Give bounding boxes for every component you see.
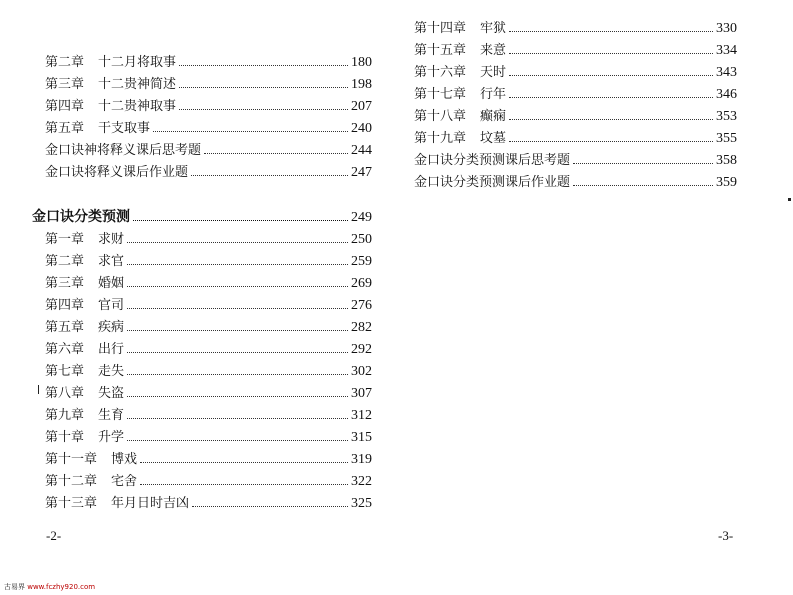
toc-entry: [414, 150, 737, 172]
toc-entry-title: [414, 106, 509, 128]
toc-page-number: 334: [716, 43, 737, 58]
toc-entry-title: [45, 251, 127, 273]
toc-chapter-title: 疾病: [98, 320, 125, 335]
toc-page-number: 315: [351, 430, 372, 445]
toc-entry-title: [414, 172, 573, 194]
toc-entry-title: [45, 339, 127, 361]
dot-leader: [573, 163, 713, 164]
toc-entry-title: [45, 493, 192, 515]
toc-chapter-label: 第二章: [45, 254, 85, 269]
dot-leader: [127, 308, 348, 309]
toc-page-number: 247: [351, 165, 372, 180]
toc-page-number: 269: [351, 276, 372, 291]
toc-page-number: 343: [716, 65, 737, 80]
toc-entry-title: [45, 273, 127, 295]
toc-page-number: 355: [716, 131, 737, 146]
toc-chapter-title: 十二贵神简述: [98, 77, 177, 92]
dot-leader: [153, 131, 348, 132]
dot-leader: [127, 352, 348, 353]
toc-entry-title: [45, 295, 127, 317]
dot-leader: [140, 484, 348, 485]
toc-chapter-label: 第三章: [45, 77, 85, 92]
toc-page-number: 319: [351, 452, 372, 467]
toc-chapter-title: 求财: [98, 232, 125, 247]
dot-leader: [127, 374, 348, 375]
toc-entry-title: [45, 140, 204, 162]
footer-url: www.fczhy920.com: [27, 583, 96, 591]
toc-entry-title: [414, 40, 509, 62]
toc-chapter-title: 行年: [480, 87, 507, 102]
footer-watermark: [4, 582, 95, 592]
toc-chapter-title: 金口诀分类预测课后作业题: [414, 175, 571, 190]
toc-entry-title: [414, 62, 509, 84]
toc-chapter-label: 第四章: [45, 99, 85, 114]
toc-entry: [414, 62, 737, 84]
toc-entry-title: [414, 18, 509, 40]
toc-chapter-label: 第十五章: [414, 43, 467, 58]
toc-entry: [45, 118, 372, 140]
dot-leader: [127, 440, 348, 441]
toc-entry: [414, 18, 737, 40]
toc-entry: [45, 361, 372, 383]
toc-entry: [45, 427, 372, 449]
footer-site-name: 古易界: [4, 583, 25, 591]
toc-entry: [45, 229, 372, 251]
toc-entry-title: [45, 427, 127, 449]
toc-chapter-title: 金口诀分类预测课后思考题: [414, 153, 571, 168]
toc-entry: [45, 383, 372, 405]
dot-leader: [204, 153, 348, 154]
dot-leader: [127, 264, 348, 265]
toc-entry-title: [45, 317, 127, 339]
left-page: [0, 0, 396, 595]
toc-entry: [45, 96, 372, 118]
dot-leader: [192, 506, 348, 507]
toc-page-number: 259: [351, 254, 372, 269]
toc-chapter-title: 来意: [480, 43, 507, 58]
toc-chapter-title: 十二贵神取事: [98, 99, 177, 114]
toc-entry: [45, 493, 372, 515]
toc-list-left-top: [45, 52, 372, 184]
toc-chapter-label: 第五章: [45, 121, 85, 136]
toc-chapter-title: 出行: [98, 342, 125, 357]
toc-entry: [45, 295, 372, 317]
toc-entry-title: [45, 118, 153, 140]
toc-entry-title: [414, 128, 509, 150]
toc-chapter-title: 天时: [480, 65, 507, 80]
toc-entry: [45, 74, 372, 96]
toc-chapter-label: 第十八章: [414, 109, 467, 124]
toc-entry-title: [45, 471, 140, 493]
toc-page-number: 180: [351, 55, 372, 70]
toc-page-number: 207: [351, 99, 372, 114]
toc-chapter-label: 第十一章: [45, 452, 98, 467]
toc-entry-title: [414, 84, 509, 106]
toc-page-number: 325: [351, 496, 372, 511]
toc-page-number: 307: [351, 386, 372, 401]
toc-page-number: 330: [716, 21, 737, 36]
dot-leader: [179, 65, 348, 66]
dot-leader: [191, 175, 348, 176]
toc-entry: [45, 162, 372, 184]
toc-entry: [45, 405, 372, 427]
toc-chapter-title: 升学: [98, 430, 125, 445]
dot-leader: [127, 418, 348, 419]
page-number-left: -2-: [46, 528, 62, 543]
dot-leader: [127, 396, 348, 397]
toc-page-number: 240: [351, 121, 372, 136]
toc-page-number: 292: [351, 342, 372, 357]
toc-entry: [414, 106, 737, 128]
dot-leader: [179, 109, 348, 110]
toc-chapter-title: 生育: [98, 408, 125, 423]
toc-page-number: 312: [351, 408, 372, 423]
toc-entry: [45, 251, 372, 273]
toc-chapter-title: 十二月将取事: [98, 55, 177, 70]
toc-entry-title: [45, 162, 191, 184]
dot-leader: [509, 75, 713, 76]
toc-chapter-title: 癫痫: [480, 109, 507, 124]
toc-chapter-label: 第十章: [45, 430, 85, 445]
toc-entry-title: [45, 383, 127, 405]
toc-page-number: 346: [716, 87, 737, 102]
toc-list-left-bottom: [45, 229, 372, 515]
toc-page-number: 358: [716, 153, 737, 168]
toc-chapter-label: 第六章: [45, 342, 85, 357]
toc-chapter-label: 第十六章: [414, 65, 467, 80]
toc-entry: [414, 172, 737, 194]
section-heading-title: 金口诀分类预测: [32, 209, 130, 225]
dot-leader: [509, 31, 713, 32]
toc-page-number: 322: [351, 474, 372, 489]
dot-leader: [133, 220, 348, 221]
toc-chapter-label: 第十二章: [45, 474, 98, 489]
toc-page-number: 353: [716, 109, 737, 124]
toc-chapter-title: 官司: [98, 298, 125, 313]
toc-chapter-label: 第四章: [45, 298, 85, 313]
toc-entry-title: [45, 449, 140, 471]
toc-page-number: 276: [351, 298, 372, 313]
toc-list-right: [414, 18, 737, 194]
toc-chapter-title: 金口诀神将释义课后思考题: [45, 143, 202, 158]
toc-chapter-title: 走失: [98, 364, 125, 379]
toc-chapter-title: 求官: [98, 254, 125, 269]
dot-leader: [140, 462, 348, 463]
page-number-right: -3-: [718, 528, 734, 543]
toc-chapter-title: 博戏: [111, 452, 138, 467]
toc-chapter-title: 金口诀将释义课后作业题: [45, 165, 189, 180]
dot-leader: [509, 119, 713, 120]
toc-entry: [45, 52, 372, 74]
toc-entry: [45, 471, 372, 493]
toc-chapter-title: 失盗: [98, 386, 125, 401]
dot-leader: [509, 53, 713, 54]
toc-chapter-label: 第三章: [45, 276, 85, 291]
toc-entry-title: [45, 96, 179, 118]
toc-chapter-title: 坟墓: [480, 131, 507, 146]
toc-page-number: 302: [351, 364, 372, 379]
toc-chapter-label: 第十四章: [414, 21, 467, 36]
toc-chapter-title: 婚姻: [98, 276, 125, 291]
toc-chapter-title: 宅舍: [111, 474, 138, 489]
toc-page-number: 250: [351, 232, 372, 247]
toc-chapter-label: 第五章: [45, 320, 85, 335]
right-page: [396, 0, 793, 595]
toc-chapter-label: 第十七章: [414, 87, 467, 102]
toc-page-number: 198: [351, 77, 372, 92]
toc-entry: [45, 449, 372, 471]
section-heading-page: 249: [351, 210, 372, 225]
toc-entry-title: [45, 405, 127, 427]
toc-entry: [414, 40, 737, 62]
toc-chapter-label: 第九章: [45, 408, 85, 423]
margin-mark: [788, 198, 791, 201]
dot-leader: [179, 87, 348, 88]
section-heading: [32, 205, 372, 229]
toc-chapter-title: 年月日时吉凶: [111, 496, 190, 511]
toc-entry: [414, 84, 737, 106]
toc-page-number: 359: [716, 175, 737, 190]
dot-leader: [127, 242, 348, 243]
toc-chapter-label: 第一章: [45, 232, 85, 247]
dot-leader: [127, 330, 348, 331]
toc-entry-title: [45, 361, 127, 383]
toc-entry: [45, 339, 372, 361]
toc-page-number: 282: [351, 320, 372, 335]
dot-leader: [509, 141, 713, 142]
toc-chapter-label: 第七章: [45, 364, 85, 379]
toc-entry-title: [414, 150, 573, 172]
dot-leader: [509, 97, 713, 98]
toc-chapter-label: 第八章: [45, 386, 85, 401]
toc-entry: [45, 273, 372, 295]
dot-leader: [127, 286, 348, 287]
toc-entry: [414, 128, 737, 150]
toc-entry: [45, 317, 372, 339]
toc-chapter-label: 第二章: [45, 55, 85, 70]
dot-leader: [573, 185, 713, 186]
toc-chapter-label: 第十三章: [45, 496, 98, 511]
toc-chapter-label: 第十九章: [414, 131, 467, 146]
toc-entry-title: [45, 52, 179, 74]
toc-entry-title: [45, 229, 127, 251]
toc-chapter-title: 干支取事: [98, 121, 151, 136]
toc-page-number: 244: [351, 143, 372, 158]
margin-mark: [38, 385, 39, 394]
toc-chapter-title: 牢狱: [480, 21, 507, 36]
toc-entry: [45, 140, 372, 162]
toc-entry-title: [45, 74, 179, 96]
